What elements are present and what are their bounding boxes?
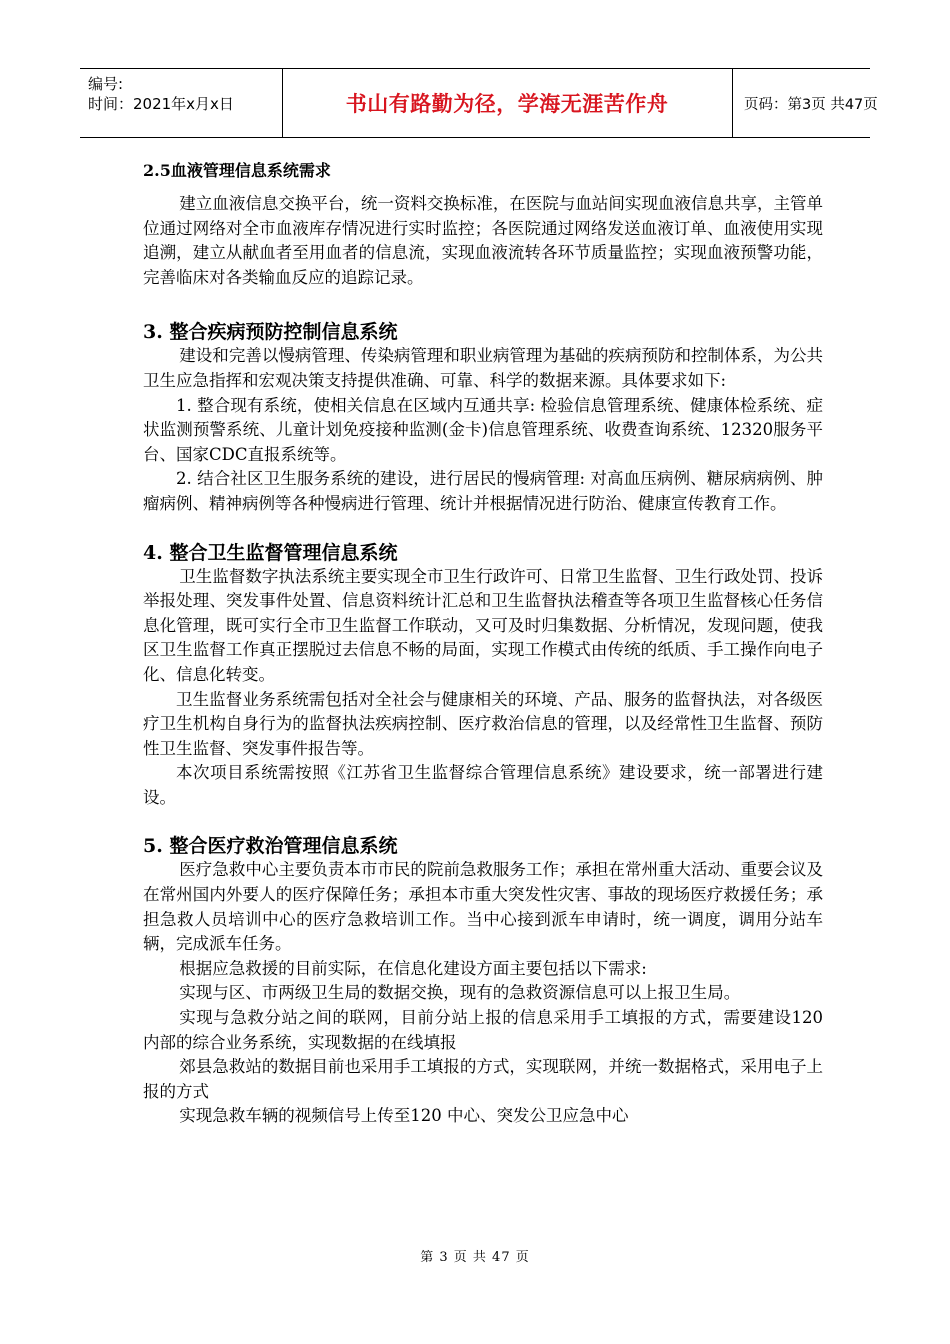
document-body <box>143 160 823 1129</box>
section-disease-control <box>143 320 823 516</box>
page-header <box>80 68 878 138</box>
date-label: 时间：2021年x月x日 <box>88 95 234 113</box>
paragraph: 郊县急救站的数据目前也采用手工填报的方式，实现联网，并统一数据格式，采用电子上报的方式 <box>143 1057 823 1101</box>
paragraph: 实现急救车辆的视频信号上传至120 中心、突发公卫应急中心 <box>179 1106 629 1126</box>
paragraph: 卫生监督业务系统需包括对全社会与健康相关的环境、产品、服务的监督执法，对各级医疗卫生机构自身行为的监督执法疾病控制、医疗救治信息的管理，以及经常性卫生监督、预防性卫生监督、突发事件报告等。 <box>143 689 823 758</box>
section-heading: 5. 整合医疗救治管理信息系统 <box>143 835 398 858</box>
page-footer: 第 3 页 共 47 页 <box>420 1250 530 1265</box>
section-medical-rescue <box>143 834 823 1129</box>
section-heading: 2.5血液管理信息系统需求 <box>143 161 331 180</box>
paragraph: 医疗急救中心主要负责本市市民的院前急救服务工作；承担在常州重大活动、重要会议及在常州国内外要人的医疗保障任务；承担本市重大突发性灾害、事故的现场医疗救援任务；承担急救人员培训中心的医疗急救培训工作。当中心接到派车申请时，统一调度，调用分站车辆，完成派车任务。 <box>143 860 823 954</box>
paragraph: 建设和完善以慢病管理、传染病管理和职业病管理为基础的疾病预防和控制体系，为公共卫生应急指挥和宏观决策支持提供准确、可靠、科学的数据来源。具体要求如下: <box>143 346 823 390</box>
paragraph: 1. 整合现有系统，使相关信息在区域内互通共享: 检验信息管理系统、健康体检系统、症状监测预警系统、儿童计划免疫接种监测(金卡)信息管理系统、收费查询系统、12320服务平台、国家CDC直报系统等。 <box>143 395 823 464</box>
paragraph: 卫生监督数字执法系统主要实现全市卫生行政许可、日常卫生监督、卫生行政处罚、投诉举报处理、突发事件处置、信息资料统计汇总和卫生监督执法稽查等各项卫生监督核心任务信息化管理，既可实行全市卫生监督工作联动，又可及时归集数据、分析情况，发现问题，使我区卫生监督工作真正摆脱过去信息不畅的局面，实现工作模式由传统的纸质、手工操作向电子化、信息化转变。 <box>143 566 823 684</box>
header-page-cell <box>732 69 878 137</box>
section-heading: 4. 整合卫生监督管理信息系统 <box>143 541 398 564</box>
paragraph: 2. 结合社区卫生服务系统的建设，进行居民的慢病管理: 对高血压病例、糖尿病病例、肿瘤病例、精神病例等各种慢病进行管理、统计并根据情况进行防治、健康宣传教育工作。 <box>143 469 823 513</box>
section-health-supervision <box>143 541 823 811</box>
paragraph: 实现与急救分站之间的联网，目前分站上报的信息采用手工填报的方式，需要建设120 内部的综合业务系统，实现数据的在线填报 <box>143 1008 823 1052</box>
header-motto-cell <box>282 69 733 137</box>
paragraph: 建立血液信息交换平台，统一资料交换标准，在医院与血站间实现血液信息共享，主管单位通过网络对全市血液库存情况进行实时监控；各医院通过网络发送血液订单、血液使用实现追溯，建立从献血者至用血者的信息流，实现血液流转各环节质量监控；实现血液预警功能，完善临床对各类输血反应的追踪记录。 <box>143 194 823 287</box>
paragraph: 本次项目系统需按照《江苏省卫生监督综合管理信息系统》建设要求，统一部署进行建设。 <box>143 763 823 807</box>
paragraph: 实现与区、市两级卫生局的数据交换，现有的急救资源信息可以上报卫生局。 <box>179 983 741 1003</box>
header-meta-cell <box>80 69 283 137</box>
page-code: 页码：第3页 共47页 <box>744 96 878 113</box>
doc-number-label: 编号: <box>88 75 124 93</box>
section-blood-management <box>143 160 823 290</box>
section-heading: 3. 整合疾病预防控制信息系统 <box>143 321 398 344</box>
motto-text: 书山有路勤为径，学海无涯苦作舟 <box>345 92 669 116</box>
paragraph: 根据应急救援的目前实际，在信息化建设方面主要包括以下需求: <box>179 958 647 978</box>
